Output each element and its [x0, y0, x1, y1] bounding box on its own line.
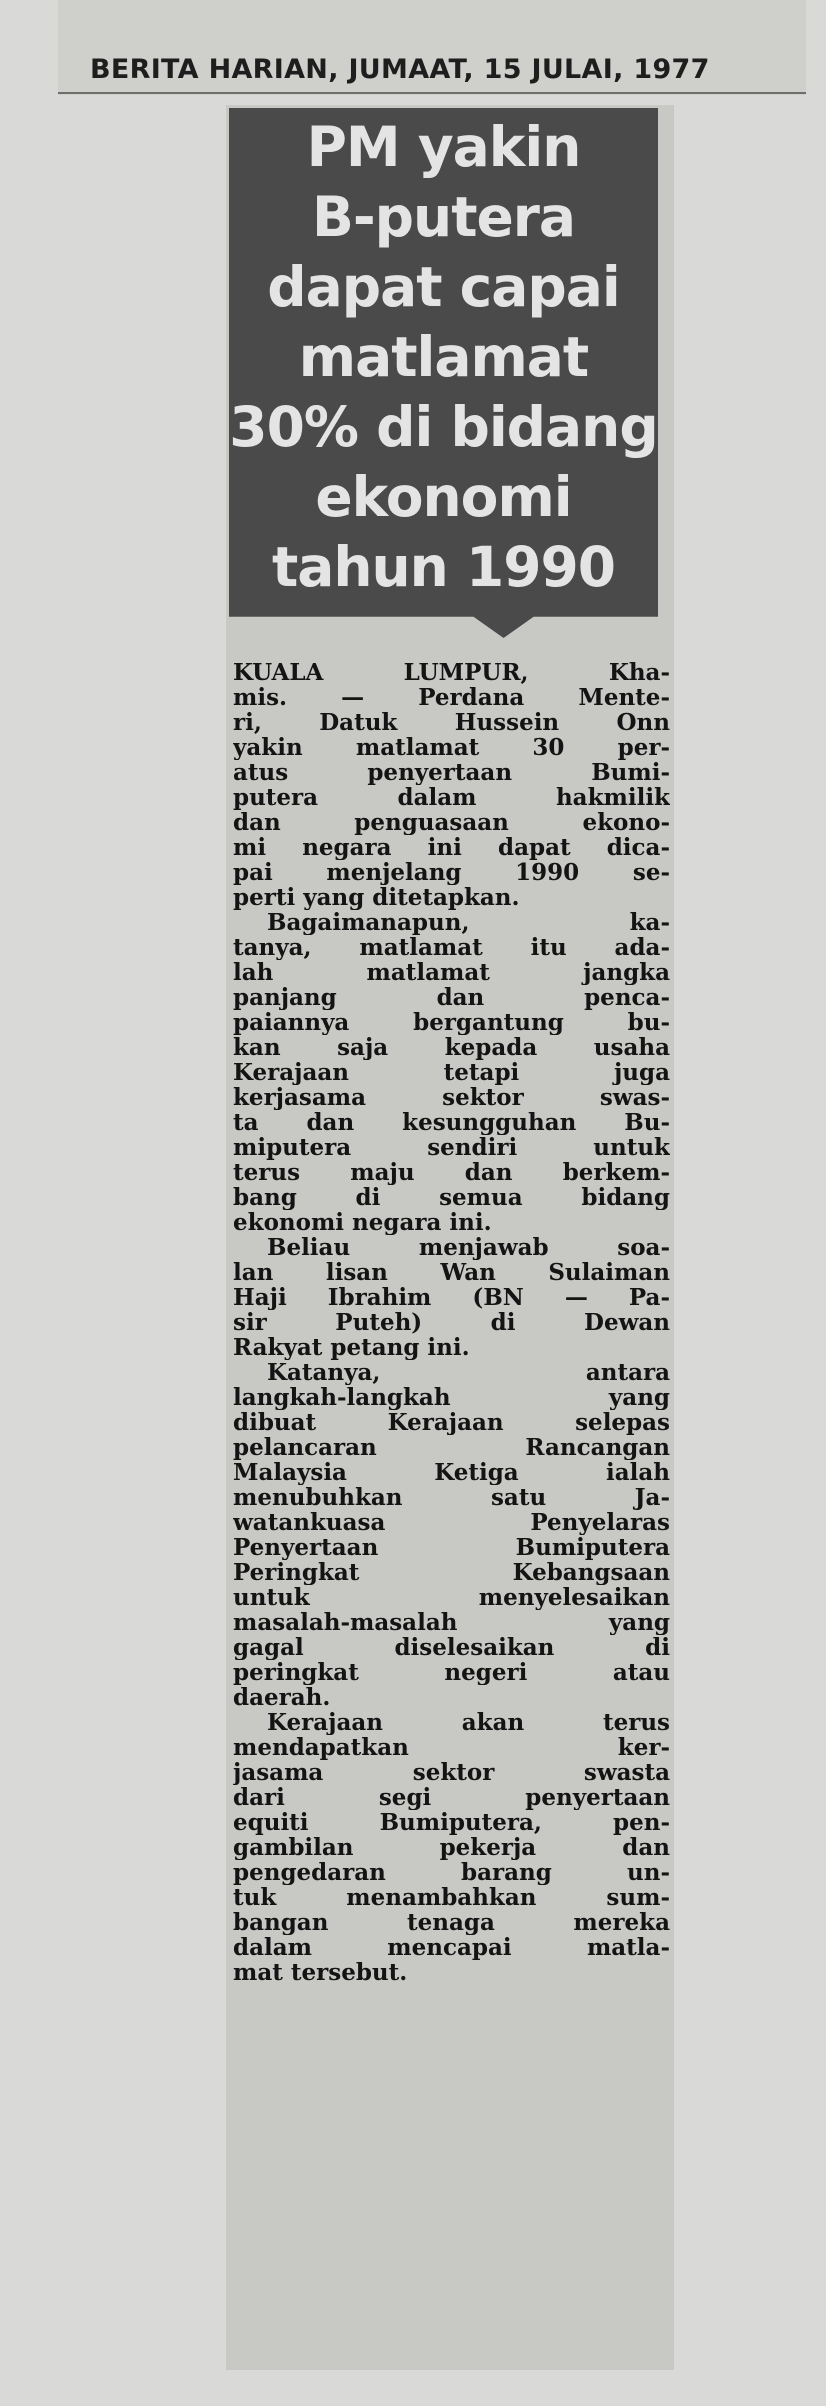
- body-line: miputera sendiri untuk: [233, 1135, 670, 1160]
- body-line: sir Puteh) di Dewan: [233, 1310, 670, 1335]
- body-line: ekonomi negara ini.: [233, 1210, 492, 1235]
- body-line: Peringkat Kebangsaan: [233, 1560, 670, 1585]
- article-body: [233, 660, 670, 1985]
- body-line: atus penyertaan Bumi-: [233, 760, 670, 785]
- headline-line: 30% di bidang: [229, 395, 658, 459]
- body-line: gambilan pekerja dan: [233, 1835, 670, 1860]
- body-line: putera dalam hakmilik: [233, 785, 670, 810]
- body-line: lah matlamat jangka: [233, 960, 670, 985]
- body-line: dan penguasaan ekono-: [233, 810, 670, 835]
- body-line: tuk menambahkan sum-: [233, 1885, 670, 1910]
- masthead-rule: [58, 92, 806, 94]
- body-line: mendapatkan ker-: [233, 1735, 670, 1760]
- body-line: ri, Datuk Hussein Onn: [233, 710, 670, 735]
- body-line: kerjasama sektor swas-: [233, 1085, 670, 1110]
- body-line: lan lisan Wan Sulaiman: [233, 1260, 670, 1285]
- headline-line: tahun 1990: [271, 535, 616, 599]
- body-line: equiti Bumiputera, pen-: [233, 1810, 670, 1835]
- headline-line: ekonomi: [315, 465, 572, 529]
- body-line: Katanya, antara: [267, 1360, 670, 1385]
- body-line: masalah-masalah yang: [233, 1610, 670, 1635]
- body-line: yakin matlamat 30 per-: [233, 735, 670, 760]
- body-line: kan saja kepada usaha: [233, 1035, 670, 1060]
- body-line: bang di semua bidang: [233, 1185, 670, 1210]
- headline-line: dapat capai: [267, 255, 620, 319]
- body-line: Kerajaan tetapi juga: [233, 1060, 670, 1085]
- body-line: bangan tenaga mereka: [233, 1910, 670, 1935]
- body-line: paiannya bergantung bu-: [233, 1010, 670, 1035]
- body-line: Haji Ibrahim (BN — Pa-: [233, 1285, 670, 1310]
- body-line: Beliau menjawab soa-: [267, 1235, 670, 1260]
- body-line: Penyertaan Bumiputera: [233, 1535, 670, 1560]
- body-line: untuk menyelesaikan: [233, 1585, 670, 1610]
- headline: [229, 112, 658, 602]
- body-line: Bagaimanapun, ka-: [267, 910, 670, 935]
- body-line: KUALA LUMPUR, Kha-: [233, 660, 670, 685]
- body-line: mis. — Perdana Mente-: [233, 685, 670, 710]
- body-line: langkah-langkah yang: [233, 1385, 670, 1410]
- paragraph: [233, 660, 670, 910]
- body-line: daerah.: [233, 1685, 331, 1710]
- body-line: ta dan kesungguhan Bu-: [233, 1110, 670, 1135]
- body-line: dari segi penyertaan: [233, 1785, 670, 1810]
- body-line: Malaysia Ketiga ialah: [233, 1460, 670, 1485]
- masthead: BERITA HARIAN, JUMAAT, 15 JULAI, 1977: [90, 54, 710, 85]
- body-line: panjang dan penca-: [233, 985, 670, 1010]
- body-line: peringkat negeri atau: [233, 1660, 670, 1685]
- body-line: pelancaran Rancangan: [233, 1435, 670, 1460]
- paragraph: [233, 1710, 670, 1985]
- body-line: Rakyat petang ini.: [233, 1335, 470, 1360]
- headline-line: B-putera: [311, 185, 576, 249]
- body-line: jasama sektor swasta: [233, 1760, 670, 1785]
- paragraph: [233, 910, 670, 1235]
- headline-line: matlamat: [298, 325, 589, 389]
- body-line: terus maju dan berkem-: [233, 1160, 670, 1185]
- body-line: gagal diselesaikan di: [233, 1635, 670, 1660]
- body-line: mi negara ini dapat dica-: [233, 835, 670, 860]
- body-line: mat tersebut.: [233, 1960, 408, 1985]
- body-line: tanya, matlamat itu ada-: [233, 935, 670, 960]
- body-line: menubuhkan satu Ja-: [233, 1485, 670, 1510]
- body-line: perti yang ditetapkan.: [233, 885, 520, 910]
- paragraph: [233, 1360, 670, 1710]
- paragraph: [233, 1235, 670, 1360]
- body-line: dibuat Kerajaan selepas: [233, 1410, 670, 1435]
- body-line: dalam mencapai matla-: [233, 1935, 670, 1960]
- body-line: pengedaran barang un-: [233, 1860, 670, 1885]
- body-line: Kerajaan akan terus: [267, 1710, 670, 1735]
- headline-line: PM yakin: [306, 115, 581, 179]
- body-line: watankuasa Penyelaras: [233, 1510, 670, 1535]
- body-line: pai menjelang 1990 se-: [233, 860, 670, 885]
